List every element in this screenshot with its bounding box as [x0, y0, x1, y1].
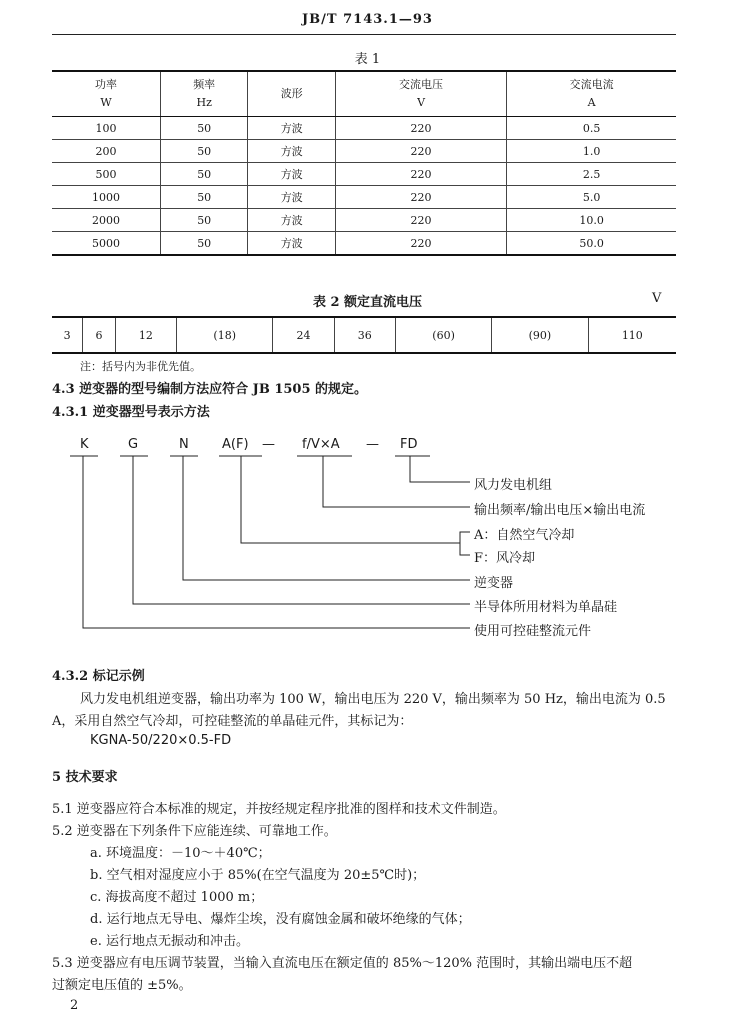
- table1-header-power: 功率 W: [52, 71, 160, 117]
- condition-a: a. 环境温度：－10～＋40℃；: [90, 846, 271, 861]
- table-cell: 36: [334, 317, 395, 353]
- section-4-3: 4.3 逆变器的型号编制方法应符合 JB 1505 的规定。: [52, 382, 368, 397]
- table2-note: 注：括号内为非优先值。: [80, 360, 201, 373]
- section-4-3-1: 4.3.1 逆变器型号表示方法: [52, 405, 210, 420]
- page-number: 2: [70, 998, 79, 1013]
- table-cell: 10.0: [507, 209, 676, 232]
- table-cell: 方波: [248, 140, 336, 163]
- condition-d: d. 运行地点无导电、爆炸尘埃，没有腐蚀金属和破坏绝缘的气体；: [90, 912, 471, 927]
- label-air-cooling: F：风冷却: [474, 551, 536, 566]
- table-cell: 方波: [248, 163, 336, 186]
- table1-header-waveform: 波形: [248, 71, 336, 117]
- document-header: JB/T 7143.1—93: [302, 12, 433, 27]
- table1-header-ac-current: 交流电流 A: [507, 71, 676, 117]
- condition-b: b. 空气相对湿度应小于 85%(在空气温度为 20±5℃时)；: [90, 868, 426, 883]
- table-cell: 3: [52, 317, 83, 353]
- label-thyristor-rectifier: 使用可控硅整流元件: [474, 624, 592, 639]
- table1-title: 表 1: [354, 52, 381, 67]
- table-cell: 6: [83, 317, 116, 353]
- table-cell: 方波: [248, 186, 336, 209]
- table-cell: 50: [160, 232, 248, 256]
- table-cell: 100: [52, 117, 160, 140]
- section-4-3-2: 4.3.2 标记示例: [52, 669, 145, 684]
- label-natural-air-cooling: A：自然空气冷却: [474, 528, 575, 543]
- table-cell: 1.0: [507, 140, 676, 163]
- table-cell: 50: [160, 117, 248, 140]
- table-cell: 1000: [52, 186, 160, 209]
- table-cell: 200: [52, 140, 160, 163]
- code-g: G: [128, 437, 139, 452]
- example-line-2: A，采用自然空气冷却，可控硅整流的单晶硅元件，其标记为：: [52, 714, 413, 729]
- table-cell: 220: [335, 186, 506, 209]
- table-cell: 220: [335, 209, 506, 232]
- table1-header-ac-voltage: 交流电压 V: [335, 71, 506, 117]
- table2-unit: V: [652, 291, 662, 306]
- table-cell: 5000: [52, 232, 160, 256]
- label-monocrystalline-silicon: 半导体所用材料为单晶硅: [474, 600, 618, 615]
- code-fd: FD: [400, 437, 418, 452]
- table-cell: 2.5: [507, 163, 676, 186]
- table-cell: 50: [160, 140, 248, 163]
- example-line-1: 风力发电机组逆变器，输出功率为 100 W，输出电压为 220 V，输出频率为 50 Hz，输出电流为 0.5: [80, 692, 666, 707]
- table-cell: 5.0: [507, 186, 676, 209]
- table-cell: 220: [335, 140, 506, 163]
- table-cell: 方波: [248, 209, 336, 232]
- code-f-v-a: f/V×A: [302, 437, 340, 452]
- section-5-3-line-1: 5.3 逆变器应有电压调节装置，当输入直流电压在额定值的 85%～120% 范围时，其输出端电压不超: [52, 956, 633, 971]
- section-5-3-line-2: 过额定电压值的 ±5%。: [52, 978, 192, 993]
- table-cell: 50: [160, 163, 248, 186]
- condition-c: c. 海拔高度不超过 1000 m；: [90, 890, 264, 905]
- code-dash-1: —: [262, 437, 275, 452]
- label-wind-generator-set: 风力发电机组: [474, 478, 553, 493]
- table-cell: 110: [588, 317, 676, 353]
- table-cell: 50: [160, 186, 248, 209]
- table-cell: (90): [492, 317, 588, 353]
- table-cell: 24: [273, 317, 334, 353]
- table-cell: 220: [335, 163, 506, 186]
- condition-e: e. 运行地点无振动和冲击。: [90, 934, 249, 949]
- code-a-f: A(F): [222, 437, 249, 452]
- section-5-2: 5.2 逆变器在下列条件下应能连续、可靠地工作。: [52, 824, 337, 839]
- label-inverter: 逆变器: [474, 576, 514, 591]
- table-cell: 50.0: [507, 232, 676, 256]
- table-cell: 方波: [248, 117, 336, 140]
- label-output-freq-voltage-current: 输出频率/输出电压×输出电流: [474, 503, 646, 518]
- table-cell: 0.5: [507, 117, 676, 140]
- section-5-1: 5.1 逆变器应符合本标准的规定，并按经规定程序批准的图样和技术文件制造。: [52, 802, 506, 817]
- table-cell: 方波: [248, 232, 336, 256]
- table1-header-frequency: 频率 Hz: [160, 71, 248, 117]
- section-5-heading: 5 技术要求: [52, 770, 118, 785]
- table-cell: (18): [177, 317, 273, 353]
- table-cell: 50: [160, 209, 248, 232]
- table-cell: 2000: [52, 209, 160, 232]
- table2-title: 表 2 额定直流电压: [312, 295, 423, 310]
- table-cell: 220: [335, 117, 506, 140]
- table-cell: (60): [395, 317, 491, 353]
- code-n: N: [179, 437, 189, 452]
- code-dash-2: —: [366, 437, 379, 452]
- table-cell: 500: [52, 163, 160, 186]
- code-k: K: [80, 437, 89, 452]
- example-model-code: KGNA-50/220×0.5-FD: [90, 733, 232, 748]
- table-cell: 220: [335, 232, 506, 256]
- table-cell: 12: [115, 317, 176, 353]
